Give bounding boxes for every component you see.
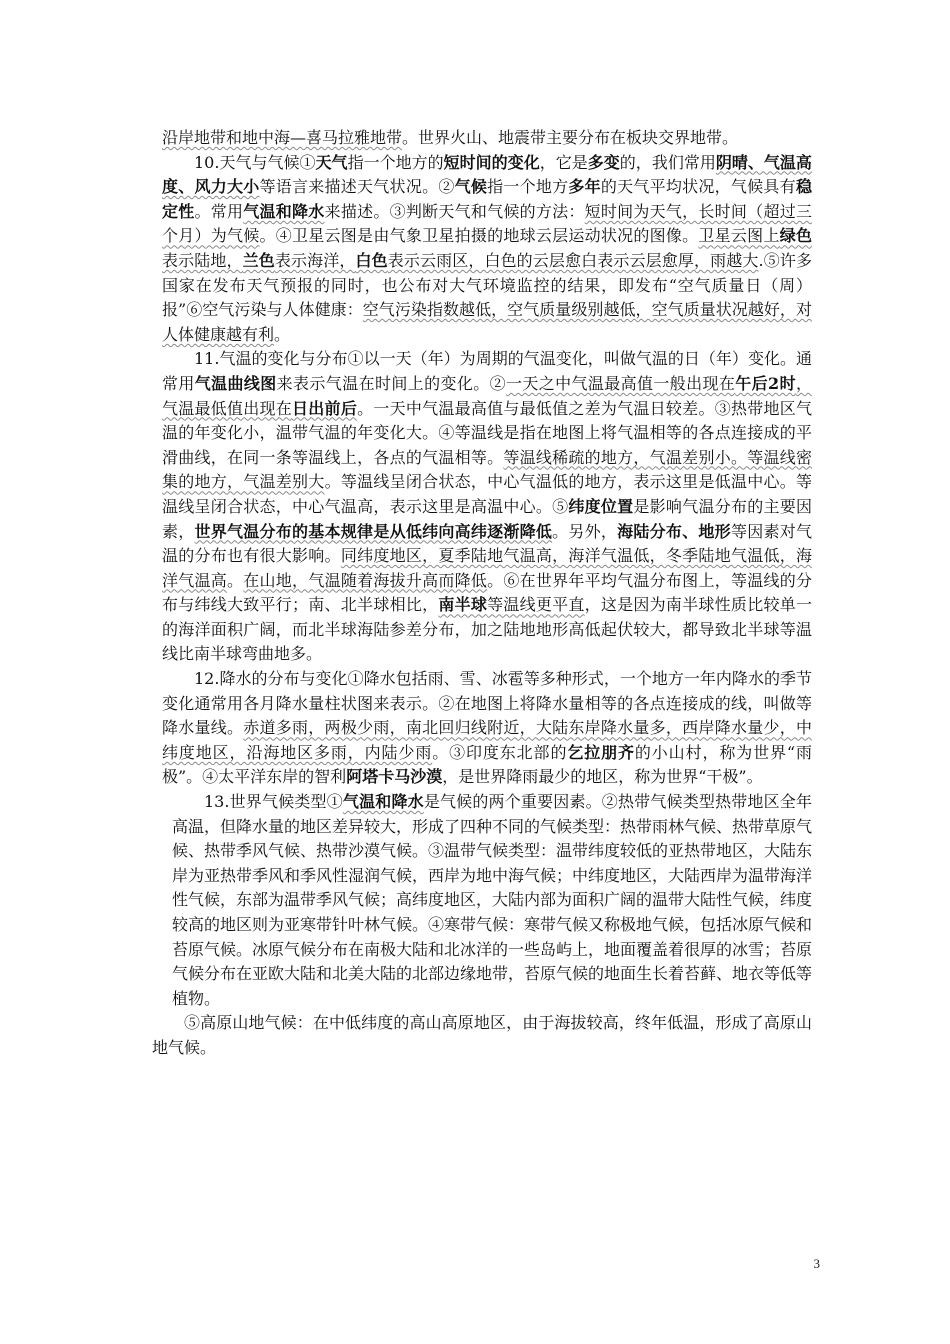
- text-run: 同纬度地区，夏季陆地气温高，海洋气温低，冬季陆地气温低，海洋气温高: [162, 546, 812, 590]
- text-run: 世界气温分布的基本规律是从低纬向高纬逐渐降低: [194, 521, 553, 541]
- text-run: 等温线稀疏的地方，气温差别小。等温线密集的地方，气温差别大: [162, 447, 812, 492]
- paragraph: [152, 1011, 812, 1060]
- text-run: 一天之中气温最高值一般出现在: [505, 373, 736, 393]
- text-run: 多变: [587, 152, 620, 172]
- text-run: 绿色: [779, 226, 812, 246]
- text-run: 多年: [568, 177, 601, 197]
- text-run: 阿塔卡马沙漠: [346, 767, 443, 787]
- text-run: 是影响气温分布的主要因素，: [162, 496, 812, 541]
- text-run: 12.降水的分布与变化①降水包括雨、雪、冰雹等多种形式，一个地方一年内降水的季节变化通常用各月降水量柱状图来表示。②在地图上将降水量相等的各点连接成的线，叫做等降水量线。: [162, 669, 812, 738]
- paragraph: [162, 126, 812, 151]
- text-run: 。等温线呈闭合状态，中心气温低的地方，表示这里是低温中心。等温线呈闭合状态，中心气温高，表示这里是高温中心。⑤: [162, 472, 812, 516]
- text-run: ，是世界降雨最少的地区，称为世界“干极”。: [442, 767, 763, 787]
- text-run: 。: [274, 324, 291, 344]
- text-run: 等语言来描述天气状况。②: [259, 177, 455, 197]
- text-run: 纬度位置: [568, 496, 634, 516]
- text-run: 赤道多雨，两极少雨，南北回归线附近，大陆东岸降水量多，西岸降水量少，中纬度地区，沿海地区多雨，内陆少雨: [162, 718, 812, 762]
- text-run: 白色: [355, 250, 388, 270]
- text-run: 的，我们常用: [619, 152, 716, 172]
- text-run: 沿岸地带和地中海—喜马拉雅地带: [162, 128, 403, 147]
- text-run: 。一天中气温最高值与最低值之差为气温日较差。③热带地区气温的年变化小，温带气温的年变化大。④等温线是指在地图上将气温相等的各点连接成的平滑曲线，在同一条等温线上，各点的气温相等。: [162, 398, 812, 467]
- text-run: 在山地，气温随着海拔升高而降低: [243, 570, 488, 590]
- text-run: 气候: [454, 177, 488, 197]
- document-body: [152, 126, 813, 1061]
- text-run: 短时间为天气，长时间（超过三个月）为气候: [162, 201, 812, 246]
- text-run: 来表示气温在时间上的变化。②: [276, 373, 506, 393]
- text-run: 。: [227, 570, 244, 590]
- text-run: 来描述。③判断天气和气候的方法：: [324, 201, 585, 221]
- text-run: ⑤高原山地气候：在中低纬度的高山高原地区，由于海拔较高，终年低温，形成了高原山地气候。: [152, 1013, 812, 1057]
- paragraph: [162, 790, 812, 1011]
- text-run: 的小山村，称为世界“雨极”。④太平洋东岸的智利: [162, 742, 812, 787]
- text-run: 天气: [315, 152, 348, 172]
- text-run: 的天气平均状况，气候具有: [600, 177, 796, 197]
- text-run: 指一个地方: [487, 177, 569, 197]
- text-run: 10.天气与气候①: [194, 152, 316, 172]
- text-run: .⑤许多国家在发布天气预报的同时，也公布对大气环境监控的结果，即发布“空气质量日（周）报”⑥空气污染与人体健康：: [162, 250, 812, 320]
- text-run: 南半球: [438, 595, 488, 615]
- text-run: 。⑥在世界年平均气温分布图上，等温线的分布与纬线大致平行；南、北半球相比，: [162, 570, 812, 615]
- text-run: 13.世界气候类型①: [204, 792, 343, 812]
- text-run: 午后2时: [735, 373, 796, 393]
- text-run: 兰色: [242, 250, 275, 270]
- text-run: 。世界火山、地震带主要分布在板块交界地带。: [402, 128, 739, 147]
- text-run: 卫星云图上: [698, 226, 780, 246]
- text-run: ，这是因为南半球性质比较单一的海洋面积广阔，而北半球海陆参差分布，加之陆地地形高低起伏较大，都导致北半球等温线比南半球弯曲地多。: [162, 595, 812, 664]
- text-run: 海陆分布、地形: [617, 521, 731, 541]
- paragraph: [162, 151, 812, 348]
- text-run: 日出前后: [292, 398, 358, 418]
- text-run: 短时间的变化: [443, 152, 540, 172]
- text-run: 等温线更平直: [487, 595, 585, 615]
- text-run: 。另外，: [552, 521, 618, 541]
- text-run: 阴晴、气温高度、风力大小: [162, 152, 812, 197]
- page-number: 3: [813, 1256, 820, 1271]
- paragraph: [162, 667, 812, 790]
- text-run: 稳定性: [162, 177, 812, 221]
- text-run: 表示海洋，: [274, 250, 356, 270]
- text-run: 指一个地方的: [347, 152, 444, 172]
- text-run: 空气污染指数越低，空气质量级别越低，空气质量状况越好，对人体健康越有利: [162, 300, 812, 344]
- text-run: 气温和降水: [342, 792, 424, 812]
- text-run: 气温曲线图: [194, 373, 277, 393]
- text-run: 表示云雨区，白色的云层愈白表示云层愈厚，雨越大: [387, 250, 759, 270]
- text-run: 表示陆地，: [162, 250, 243, 270]
- text-run: 气温和降水: [243, 201, 325, 221]
- text-run: 乞拉朋齐: [567, 742, 635, 762]
- paragraph: [162, 347, 812, 667]
- text-run: ，气温最低值出现在: [162, 373, 812, 418]
- text-run: 是气候的两个重要因素。②热带气候类型热带地区全年高温，但降水量的地区差异较大，形成了四种不同的气候类型：热带雨林气候、热带草原气候、热带季风气候、热带沙漠气候。③温带气候类型：温带纬度较低的亚热带地区，大陆东岸为亚热带季风和季风性湿润气候，西岸为地中海气候；中纬度地区，大陆西岸为温带海洋性气候，东部为温带季风气候；高纬度地区，大陆内部为面积广阔的温带大陆性气候，纬度较高的地区则为亚寒带针叶林气候。④寒带气候：寒带气候又称极地气候，包括冰原气候和苔原气候。冰原气候分布在南极大陆和北冰洋的一些岛屿上，地面覆盖着很厚的冰雪；苔原气候分布在亚欧大陆和北美大陆的北部边缘地带，苔原气候的地面生长着苔藓、地衣等低等植物。: [172, 792, 813, 1008]
- text-run: 11.气温的变化与分布①以一天（年）为周期的气温变化，叫做气温的日（年）变化。通常用: [162, 349, 812, 393]
- text-run: 。常用: [194, 201, 244, 221]
- text-run: 。③印度东北部的: [432, 742, 568, 762]
- text-run: ，它是: [539, 152, 588, 172]
- text-run: 。④卫星云图是由气象卫星拍摄的地球云层运动状况的图像。: [259, 226, 699, 246]
- text-run: 等因素对气温的分布也有很大影响。: [162, 521, 812, 566]
